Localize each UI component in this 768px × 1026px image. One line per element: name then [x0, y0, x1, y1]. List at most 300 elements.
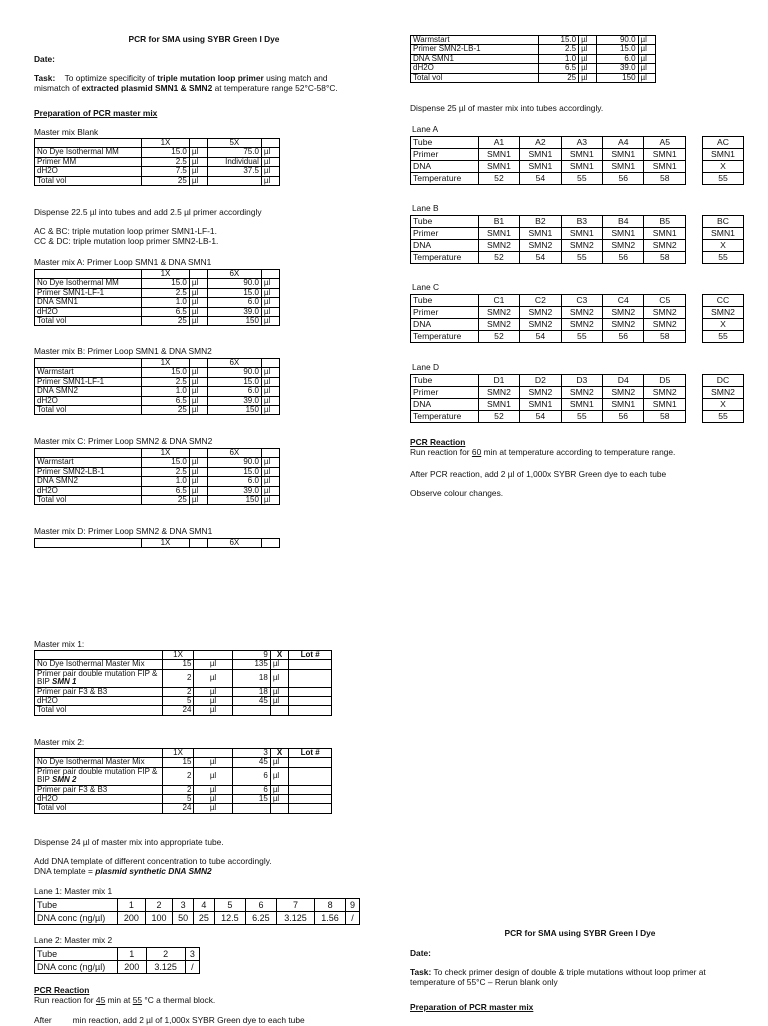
table-row: [703, 252, 744, 264]
table-cell: 15.0: [539, 36, 579, 45]
table-row: [35, 486, 280, 495]
table-cell: µl: [194, 706, 232, 715]
lane-c-table: [410, 294, 686, 343]
table-cell: µl: [270, 669, 289, 687]
table-cell: 150: [207, 317, 261, 326]
table-cell: Warmstart: [35, 368, 142, 377]
lane-d-caption: Lane D: [412, 362, 440, 372]
table-cell: dH2O: [411, 64, 539, 73]
table-cell: SMN1: [561, 149, 602, 161]
blank-table: [34, 138, 280, 186]
table-cell: µl: [579, 45, 596, 54]
table-cell: [289, 795, 332, 804]
table-cell: µl: [638, 64, 655, 73]
table-cell: 15.0: [142, 458, 190, 467]
table-cell: 75.0: [207, 148, 261, 157]
table-cell: µl: [194, 669, 232, 687]
run-post: min at temperature according to temperature range.: [481, 447, 676, 457]
table-cell: µl: [194, 687, 232, 696]
table-cell: µl: [270, 767, 289, 785]
table-cell: µl: [189, 317, 207, 326]
table-row: [35, 406, 280, 415]
table-cell: 58: [644, 173, 686, 185]
date-label: Date:: [34, 54, 55, 64]
table-cell: DNA: [411, 161, 479, 173]
table-cell: SMN1: [603, 228, 644, 240]
table-row: [35, 912, 360, 925]
mm1-caption: Master mix 1:: [34, 639, 85, 649]
table-cell: µl: [579, 36, 596, 45]
table-cell: 1X: [142, 359, 190, 368]
table-cell: SMN1: [561, 161, 602, 173]
table-cell: µl: [189, 279, 207, 288]
table-cell: 2: [162, 669, 194, 687]
right-top-table: [410, 35, 656, 83]
table-cell: µl: [189, 477, 207, 486]
table-cell: µl: [261, 486, 279, 495]
mm-a-table: [34, 269, 280, 326]
table-cell: 24: [162, 706, 194, 715]
lane-b-caption: Lane B: [412, 203, 439, 213]
table-cell: 1.56: [315, 912, 346, 925]
table-cell: 24: [162, 804, 194, 813]
table-cell: 39.0: [596, 64, 638, 73]
ac-bc-note: AC & BC: triple mutation loop primer SMN1-LF-1.: [34, 226, 217, 236]
table-cell: SMN2: [478, 387, 519, 399]
table-cell: 9: [232, 651, 270, 660]
task-text-1: To optimize specificity of: [64, 73, 158, 83]
table-cell: DC: [703, 375, 744, 387]
table-row: [703, 331, 744, 343]
table-cell: 52: [478, 331, 519, 343]
table-cell: DNA SMN2: [35, 477, 142, 486]
table-cell: B2: [520, 216, 561, 228]
table-cell: DNA SMN1: [411, 54, 539, 63]
table-cell: [232, 804, 270, 813]
table-cell: 55: [561, 252, 602, 264]
br-task-paragraph: [410, 968, 750, 987]
table-cell: 90.0: [207, 368, 261, 377]
table-cell: µl: [261, 396, 279, 405]
table-row: [35, 687, 332, 696]
table-cell: D2: [520, 375, 561, 387]
table-cell: A3: [561, 137, 602, 149]
table-cell: 52: [478, 173, 519, 185]
table-cell: µl: [270, 758, 289, 767]
table-cell: [289, 660, 332, 669]
table-row: [35, 387, 280, 396]
lane-a-caption: Lane A: [412, 124, 439, 134]
table-cell: DNA SMN2: [35, 387, 142, 396]
table-cell: SMN1: [644, 161, 686, 173]
table-row: [35, 706, 332, 715]
table-cell: µl: [194, 697, 232, 706]
table-cell: C1: [478, 295, 519, 307]
table-cell: 8: [315, 899, 346, 912]
table-cell: 55: [561, 411, 602, 423]
task-bold-2: extracted plasmid SMN1 & SMN2: [81, 82, 213, 93]
table-row: [411, 295, 686, 307]
table-cell: 25: [142, 496, 190, 505]
table-cell: 18: [232, 669, 270, 687]
table-row: [35, 496, 280, 505]
table-cell: µl: [189, 406, 207, 415]
table-cell: 3.125: [146, 961, 185, 974]
table-row: [703, 387, 744, 399]
table-cell: Total vol: [35, 804, 163, 813]
table-cell: 6.5: [142, 486, 190, 495]
mm2-caption: Master mix 2:: [34, 737, 85, 747]
table-cell: Total vol: [35, 706, 163, 715]
table-cell: [289, 687, 332, 696]
blank-caption: Master mix Blank: [34, 127, 99, 137]
table-cell: µl: [261, 176, 279, 185]
table-cell: 25: [142, 406, 190, 415]
table-cell: dH2O: [35, 697, 163, 706]
table-cell: µl: [189, 486, 207, 495]
table-row: [35, 899, 360, 912]
table-cell: X: [703, 240, 744, 252]
table-cell: µl: [189, 387, 207, 396]
table-cell: 3.125: [277, 912, 315, 925]
table-cell: B5: [644, 216, 686, 228]
table-cell: µl: [189, 496, 207, 505]
table-cell: AC: [703, 137, 744, 149]
br-task-text: To check primer design of double & triple mutations without loop primer at temperature of 55°C – Rerun blank only: [410, 967, 706, 987]
table-cell: 4: [194, 899, 215, 912]
table-cell: Tube: [411, 375, 479, 387]
lane2-table: [34, 947, 200, 974]
table-row: [35, 176, 280, 185]
table-cell: SMN2: [644, 240, 686, 252]
table-cell: µl: [261, 279, 279, 288]
table-row: [703, 295, 744, 307]
table-cell: [35, 767, 163, 785]
table-cell: µl: [261, 317, 279, 326]
table-cell: 6: [232, 785, 270, 794]
table-cell: DNA: [411, 399, 479, 411]
table-cell: 7.5: [142, 167, 190, 176]
table-cell: µl: [261, 298, 279, 307]
table-cell: SMN1: [478, 228, 519, 240]
table-row: [35, 539, 280, 548]
table-row: [703, 307, 744, 319]
table-cell: 6.0: [207, 298, 261, 307]
mm-a-caption: Master mix A: Primer Loop SMN1 & DNA SMN1: [34, 257, 212, 267]
task-text-3: at temperature range 52°C-58°C.: [212, 82, 338, 93]
table-row: [703, 375, 744, 387]
table-cell: 2: [145, 899, 173, 912]
table-cell: dH2O: [35, 167, 142, 176]
table-cell: µl: [261, 307, 279, 316]
dna-template-pre: DNA template =: [34, 866, 96, 876]
table-row: [35, 477, 280, 486]
table-row: [411, 45, 656, 54]
table-cell: 1.0: [142, 387, 190, 396]
table-cell: C3: [561, 295, 602, 307]
table-cell: 2.5: [142, 157, 190, 166]
table-cell: 52: [478, 411, 519, 423]
table-cell: 54: [520, 252, 561, 264]
table-cell: No Dye Isothermal MM: [35, 148, 142, 157]
bl-after-text: After min reaction, add 2 µl of 1,000x SYBR Green dye to each tube: [34, 1015, 305, 1025]
mm-d-table: [34, 538, 280, 548]
table-cell: [232, 706, 270, 715]
mm-b-table: [34, 358, 280, 415]
table-cell: µl: [261, 458, 279, 467]
cc-dc-note: CC & DC: triple mutation loop primer SMN2-LB-1.: [34, 236, 219, 246]
table-cell: 1: [118, 948, 147, 961]
table-cell: 15: [162, 660, 194, 669]
table-cell: 15.0: [207, 467, 261, 476]
bl-pcr-heading: PCR Reaction: [34, 985, 90, 995]
table-row: [35, 396, 280, 405]
table-cell: dH2O: [35, 486, 142, 495]
table-cell: DNA conc (ng/µl): [35, 961, 118, 974]
table-cell: D5: [644, 375, 686, 387]
lane-a-table: [410, 136, 686, 185]
table-row: [35, 307, 280, 316]
table-cell: 6.25: [245, 912, 276, 925]
table-cell: SMN1: [703, 228, 744, 240]
table-cell: SMN2: [478, 240, 519, 252]
table-cell: Tube: [411, 137, 479, 149]
table-cell: 6X: [207, 539, 261, 548]
table-cell: Primer SMN1-LF-1: [35, 288, 142, 297]
table-cell: Primer SMN1-LF-1: [35, 377, 142, 386]
table-cell: µl: [194, 804, 232, 813]
table-cell: A4: [603, 137, 644, 149]
table-cell: SMN1: [478, 161, 519, 173]
right-pcr-run: [410, 448, 675, 458]
table-row: [411, 149, 686, 161]
table-cell: µl: [189, 288, 207, 297]
table-cell: µl: [638, 54, 655, 63]
table-cell: Tube: [35, 899, 118, 912]
table-cell: 45: [232, 697, 270, 706]
table-cell: 55: [561, 173, 602, 185]
right-pcr-observe: Observe colour changes.: [410, 488, 504, 498]
table-cell: [270, 706, 289, 715]
task-text-2: using match and mismatch of: [34, 73, 328, 93]
table-cell: /: [346, 912, 360, 925]
task-bold-1: triple mutation loop primer: [157, 73, 264, 83]
table-cell: 6: [245, 899, 276, 912]
table-cell: [289, 758, 332, 767]
table-cell: 1X: [142, 449, 190, 458]
table-cell: 39.0: [207, 396, 261, 405]
table-cell: SMN2: [603, 307, 644, 319]
table-cell: [289, 767, 332, 785]
table-cell: µl: [261, 377, 279, 386]
table-cell: µl: [189, 396, 207, 405]
right-pcr-heading: PCR Reaction: [410, 437, 466, 447]
table-row: [35, 785, 332, 794]
table-cell: 150: [596, 73, 638, 82]
table-cell: 58: [644, 331, 686, 343]
table-cell: Primer MM: [35, 157, 142, 166]
table-cell: 55: [703, 331, 744, 343]
dispense-note: Dispense 22.5 µl into tubes and add 2.5 µl primer accordingly: [34, 207, 262, 217]
table-row: [35, 317, 280, 326]
table-row: [703, 399, 744, 411]
table-cell: [207, 176, 261, 185]
table-cell: 3: [232, 749, 270, 758]
lane-c-caption: Lane C: [412, 282, 440, 292]
table-cell: SMN1: [478, 399, 519, 411]
table-cell: 5: [162, 795, 194, 804]
table-cell: 6.5: [142, 396, 190, 405]
table-cell: 15: [232, 795, 270, 804]
table-cell: SMN2: [520, 387, 561, 399]
table-cell: Temperature: [411, 331, 479, 343]
table-cell: SMN1: [703, 149, 744, 161]
table-cell: 15.0: [207, 288, 261, 297]
table-cell: SMN1: [561, 399, 602, 411]
table-cell: [261, 539, 279, 548]
table-cell: 58: [644, 252, 686, 264]
table-cell: B4: [603, 216, 644, 228]
primer-pair-label: Primer pair double mutation FIP & BIP: [37, 668, 158, 687]
table-cell: 90.0: [207, 458, 261, 467]
table-cell: 1.0: [142, 477, 190, 486]
table-cell: 2.5: [142, 377, 190, 386]
table-cell: µl: [270, 785, 289, 794]
table-cell: 90.0: [207, 279, 261, 288]
run-temperature: 55: [132, 995, 143, 1005]
table-row: [35, 804, 332, 813]
mm-c-table: [34, 448, 280, 505]
table-row: [411, 161, 686, 173]
lane2-caption: Lane 2: Master mix 2: [34, 935, 113, 945]
table-cell: [289, 706, 332, 715]
table-cell: 54: [520, 331, 561, 343]
table-cell: Total vol: [411, 73, 539, 82]
table-row: [35, 298, 280, 307]
table-cell: 100: [145, 912, 173, 925]
table-cell: Total vol: [35, 176, 142, 185]
table-row: [411, 216, 686, 228]
table-cell: 54: [520, 411, 561, 423]
table-cell: Total vol: [35, 406, 142, 415]
dna-template-value: plasmid synthetic DNA SMN2: [95, 866, 212, 876]
table-cell: 25: [142, 176, 190, 185]
table-cell: A2: [520, 137, 561, 149]
table-cell: µl: [194, 767, 232, 785]
table-cell: SMN2: [478, 307, 519, 319]
table-row: [411, 331, 686, 343]
table-cell: SMN1: [603, 161, 644, 173]
table-cell: 6: [232, 767, 270, 785]
lane-a-control-table: [702, 136, 744, 185]
table-cell: 39.0: [207, 307, 261, 316]
table-cell: BC: [703, 216, 744, 228]
right-pcr-after: After PCR reaction, add 2 µl of 1,000x SYBR Green dye to each tube: [410, 469, 667, 479]
table-cell: Primer: [411, 307, 479, 319]
table-row: [703, 216, 744, 228]
lane1-table: [34, 898, 360, 925]
table-row: [35, 948, 200, 961]
table-cell: 5: [214, 899, 245, 912]
table-cell: SMN2: [644, 387, 686, 399]
br-task-label: Task:: [410, 967, 432, 977]
table-cell: Warmstart: [35, 458, 142, 467]
lane-d-table: [410, 374, 686, 423]
table-cell: dH2O: [35, 396, 142, 405]
table-cell: SMN1: [520, 161, 561, 173]
smn-tag: SMN 2: [51, 775, 77, 785]
table-cell: 15: [162, 758, 194, 767]
table-cell: Primer: [411, 387, 479, 399]
table-row: [35, 458, 280, 467]
table-cell: [289, 669, 332, 687]
table-cell: 2: [162, 687, 194, 696]
table-cell: µl: [194, 795, 232, 804]
table-cell: 5: [162, 697, 194, 706]
table-cell: Primer: [411, 228, 479, 240]
table-cell: µl: [270, 687, 289, 696]
bl-add-dna-note: Add DNA template of different concentration to tube accordingly.: [34, 856, 272, 866]
table-row: [703, 319, 744, 331]
bl-dna-template: [34, 867, 212, 877]
table-cell: SMN1: [644, 228, 686, 240]
table-cell: 45: [232, 758, 270, 767]
table-cell: 55: [703, 173, 744, 185]
table-cell: µl: [189, 368, 207, 377]
table-cell: SMN2: [520, 240, 561, 252]
table-row: [35, 767, 332, 785]
table-cell: 1X: [142, 270, 190, 279]
table-cell: 12.5: [214, 912, 245, 925]
table-cell: µl: [189, 167, 207, 176]
table-cell: 6X: [207, 359, 261, 368]
table-cell: 58: [644, 411, 686, 423]
table-cell: No Dye Isothermal Master Mix: [35, 758, 163, 767]
table-cell: SMN2: [644, 319, 686, 331]
table-cell: 55: [703, 252, 744, 264]
table-cell: 200: [118, 912, 146, 925]
table-cell: 3: [185, 948, 199, 961]
table-cell: SMN1: [478, 149, 519, 161]
primer-pair-label: Primer pair double mutation FIP & BIP: [37, 766, 158, 785]
table-cell: Tube: [35, 948, 118, 961]
table-cell: 3: [173, 899, 194, 912]
run-pre: Run reaction for: [410, 447, 472, 457]
run-pre: Run reaction for: [34, 995, 96, 1005]
table-cell: µl: [189, 458, 207, 467]
table-cell: Primer SMN2-LB-1: [411, 45, 539, 54]
table-cell: 2.5: [142, 288, 190, 297]
table-cell: SMN2: [703, 307, 744, 319]
table-row: [411, 411, 686, 423]
table-cell: DNA: [411, 319, 479, 331]
table-cell: 200: [118, 961, 147, 974]
table-cell: 52: [478, 252, 519, 264]
table-cell: 2: [162, 767, 194, 785]
table-cell: 1X: [162, 651, 194, 660]
table-cell: SMN2: [478, 319, 519, 331]
table-cell: 2: [146, 948, 185, 961]
br-date-label: Date:: [410, 948, 431, 958]
table-cell: 15.0: [142, 148, 190, 157]
table-cell: µl: [261, 148, 279, 157]
table-cell: Primer pair F3 & B3: [35, 687, 163, 696]
table-cell: A1: [478, 137, 519, 149]
table-cell: Individual: [207, 157, 261, 166]
table-cell: µl: [261, 288, 279, 297]
table-cell: dH2O: [35, 795, 163, 804]
table-cell: SMN1: [603, 149, 644, 161]
